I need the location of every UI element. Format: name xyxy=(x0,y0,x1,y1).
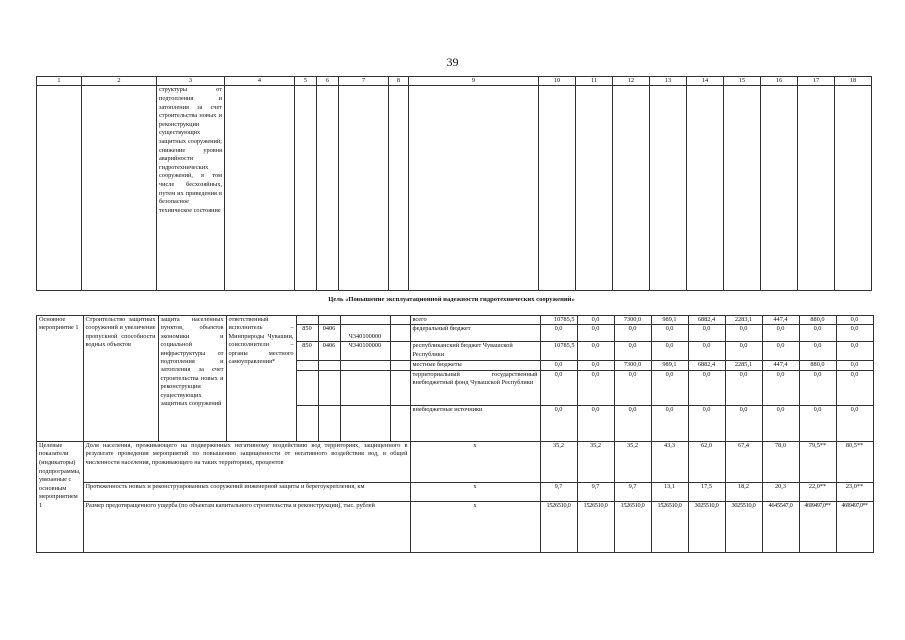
amount-cell: 0,0 xyxy=(762,405,799,441)
indicator-value: 4645547,0 xyxy=(762,501,799,552)
amount-cell: 0,0 xyxy=(577,370,614,405)
indicator-value: 80,5** xyxy=(836,441,873,482)
col-num: 12 xyxy=(613,77,650,86)
col-num: 9 xyxy=(409,77,539,86)
indicator-row xyxy=(37,482,874,501)
col-num: 16 xyxy=(761,77,798,86)
amount-cell: 0,0 xyxy=(651,325,688,342)
amount-cell: 0,0 xyxy=(725,405,762,441)
indicator-value: 3025510,0 xyxy=(725,501,762,552)
amount-cell: 0,0 xyxy=(725,342,762,361)
amount-cell: 0,0 xyxy=(688,325,725,342)
continuation-table xyxy=(36,76,872,291)
amount-cell: 0,0 xyxy=(688,405,725,441)
indicator-value: 67,4 xyxy=(725,441,762,482)
amount-cell: 989,1 xyxy=(651,316,688,325)
col-num: 1 xyxy=(37,77,82,86)
col-num: 15 xyxy=(724,77,761,86)
amount-cell: 0,0 xyxy=(540,325,577,342)
col-num: 8 xyxy=(389,77,409,86)
amount-cell: 880,0 xyxy=(799,361,836,370)
indicator-value: 23,0** xyxy=(836,482,873,501)
col-num: 14 xyxy=(687,77,724,86)
amount-cell: 0,0 xyxy=(799,405,836,441)
event-executors: ответственный исполнитель – Минприроды Чувашии, соисполнители – органы местного самоуправления* xyxy=(226,316,296,442)
event-name: Строительство защитных сооружений и увеличение пропускной способности водных объектов xyxy=(83,316,158,442)
indicator-row xyxy=(37,441,874,482)
target-code xyxy=(340,370,390,405)
funding-source: местные бюджеты xyxy=(410,361,540,370)
col-num: 2 xyxy=(82,77,157,86)
amount-cell: 10785,5 xyxy=(540,316,577,325)
col-num: 11 xyxy=(576,77,613,86)
continuation-row xyxy=(37,86,872,291)
col-num: 3 xyxy=(157,77,225,86)
amount-cell: 6882,4 xyxy=(688,361,725,370)
indicator-x: x xyxy=(410,501,540,552)
indicator-name: Размер предотвращенного ущерба (по объектам капитального строительства и реконструкции), тыс. рублей xyxy=(83,501,410,552)
funding-source: республиканский бюджет Чувашской Республики xyxy=(410,342,540,361)
indicator-value: 35,2 xyxy=(614,441,651,482)
indicator-value: 78,0 xyxy=(762,441,799,482)
indicator-value: 35,2 xyxy=(577,441,614,482)
amount-cell: 0,0 xyxy=(799,370,836,405)
amount-cell: 2285,1 xyxy=(725,361,762,370)
section-code xyxy=(318,370,340,405)
continuation-text: структуры от подтопления и затопления за счет строительства новых и реконструкции существующих защитных сооружений; снижение уровня аварийности гидротехнических сооружений, в том числе бесхозяйных, путем их приведения в безопасное техническое состояние xyxy=(157,86,225,291)
amount-cell: 0,0 xyxy=(725,370,762,405)
target-code xyxy=(340,405,390,441)
amount-cell: 0,0 xyxy=(577,405,614,441)
amount-cell: 0,0 xyxy=(614,405,651,441)
col-num: 18 xyxy=(835,77,872,86)
amount-cell: 0,0 xyxy=(577,316,614,325)
amount-cell: 0,0 xyxy=(577,325,614,342)
col-num: 6 xyxy=(317,77,339,86)
amount-cell: 0,0 xyxy=(762,325,799,342)
indicator-value: 4699497,0** xyxy=(836,501,873,552)
indicator-value: 1526510,0 xyxy=(577,501,614,552)
amount-cell: 0,0 xyxy=(614,342,651,361)
amount-cell: 447,4 xyxy=(762,316,799,325)
target-code xyxy=(340,316,390,325)
indicator-value: 62,0 xyxy=(688,441,725,482)
amount-cell: 0,0 xyxy=(725,325,762,342)
amount-cell: 0,0 xyxy=(614,325,651,342)
indicator-x: x xyxy=(410,441,540,482)
amount-cell: 0,0 xyxy=(688,342,725,361)
indicator-value: 1526510,0 xyxy=(540,501,577,552)
amount-cell: 0,0 xyxy=(836,370,873,405)
amount-cell: 0,0 xyxy=(540,370,577,405)
indicator-x: x xyxy=(410,482,540,501)
grbs-code xyxy=(296,370,318,405)
funding-source: внебюджетные источники xyxy=(410,405,540,441)
indicator-value: 13,1 xyxy=(651,482,688,501)
col-num: 7 xyxy=(339,77,389,86)
indicator-value: 22,0** xyxy=(799,482,836,501)
indicators-label: Целевые показатели (индикаторы) подпрограммы, увязанные с основным мероприятием 1 xyxy=(37,441,84,552)
indicator-name: Доля населения, проживающего на подверженных негативному воздействию вод территориях, защищенного в результате проведения мероприятий по повышению защищенности от негативного воздействия вод, в общей численности населения, проживающего на таких территориях, процентов xyxy=(83,441,410,482)
indicator-value: 43,3 xyxy=(651,441,688,482)
grbs-code xyxy=(296,361,318,370)
indicator-value: 17,5 xyxy=(688,482,725,501)
col-num: 13 xyxy=(650,77,687,86)
amount-cell: 0,0 xyxy=(651,342,688,361)
grbs-code: 850 xyxy=(296,325,318,342)
indicator-value: 4699497,0** xyxy=(799,501,836,552)
indicator-value: 9,7 xyxy=(614,482,651,501)
amount-cell: 447,4 xyxy=(762,361,799,370)
amount-cell: 0,0 xyxy=(836,325,873,342)
target-code: Ч340100000 xyxy=(340,325,390,342)
funding-source: федеральный бюджет xyxy=(410,325,540,342)
indicator-value: 20,3 xyxy=(762,482,799,501)
amount-cell: 880,0 xyxy=(799,316,836,325)
amount-cell: 0,0 xyxy=(799,325,836,342)
grbs-code xyxy=(296,316,318,325)
event-goal: защита населенных пунктов, объектов экономики и социальной инфраструктуры от подтопления и затопления за счет строительства новых и реконструкции существующих защитных сооружений xyxy=(158,316,226,442)
amount-cell: 0,0 xyxy=(651,370,688,405)
section-code xyxy=(318,316,340,325)
event-number: Основное мероприятие 1 xyxy=(37,316,84,442)
amount-cell: 7300,0 xyxy=(614,361,651,370)
event-table xyxy=(36,315,874,553)
indicator-value: 3025510,0 xyxy=(688,501,725,552)
amount-cell: 0,0 xyxy=(688,370,725,405)
col-num: 10 xyxy=(539,77,576,86)
page-number: 39 xyxy=(446,55,459,69)
amount-cell: 0,0 xyxy=(540,361,577,370)
section-code xyxy=(318,405,340,441)
amount-cell: 7300,0 xyxy=(614,316,651,325)
col-num: 17 xyxy=(798,77,835,86)
goal-heading: Цель «Повышение эксплуатационной надежности гидротехнических сооружений» xyxy=(328,296,575,303)
col-num: 4 xyxy=(225,77,295,86)
amount-cell: 2283,1 xyxy=(725,316,762,325)
amount-cell: 0,0 xyxy=(762,370,799,405)
col-num: 5 xyxy=(295,77,317,86)
funding-source: территориальный государственный внебюджетный фонд Чувашской Республики xyxy=(410,370,540,405)
column-number-row xyxy=(37,77,872,86)
amount-cell: 0,0 xyxy=(836,316,873,325)
amount-cell: 0,0 xyxy=(836,405,873,441)
section-code: 0406 xyxy=(318,325,340,342)
section-code xyxy=(318,361,340,370)
indicator-value: 9,7 xyxy=(577,482,614,501)
amount-cell: 0,0 xyxy=(614,370,651,405)
indicator-name: Протяженность новых и реконструированных сооружений инженерной защиты и берегоукрепления, км xyxy=(83,482,410,501)
amount-cell: 0,0 xyxy=(577,361,614,370)
amount-cell: 6882,4 xyxy=(688,316,725,325)
table-row xyxy=(37,316,874,325)
amount-cell: 0,0 xyxy=(762,342,799,361)
grbs-code xyxy=(296,405,318,441)
indicator-value: 79,5** xyxy=(799,441,836,482)
amount-cell: 0,0 xyxy=(651,405,688,441)
target-code: Ч340100000 xyxy=(340,342,390,361)
amount-cell: 989,1 xyxy=(651,361,688,370)
amount-cell: 0,0 xyxy=(577,342,614,361)
funding-source: всего xyxy=(410,316,540,325)
amount-cell: 0,0 xyxy=(799,342,836,361)
indicator-value: 35,2 xyxy=(540,441,577,482)
grbs-code: 850 xyxy=(296,342,318,361)
amount-cell: 0,0 xyxy=(836,342,873,361)
section-code: 0406 xyxy=(318,342,340,361)
amount-cell: 0,0 xyxy=(836,361,873,370)
amount-cell: 10785,5 xyxy=(540,342,577,361)
indicator-row xyxy=(37,501,874,552)
target-code xyxy=(340,361,390,370)
indicator-value: 9,7 xyxy=(540,482,577,501)
amount-cell: 0,0 xyxy=(540,405,577,441)
indicator-value: 1526510,0 xyxy=(614,501,651,552)
indicator-value: 18,2 xyxy=(725,482,762,501)
indicator-value: 1526510,0 xyxy=(651,501,688,552)
